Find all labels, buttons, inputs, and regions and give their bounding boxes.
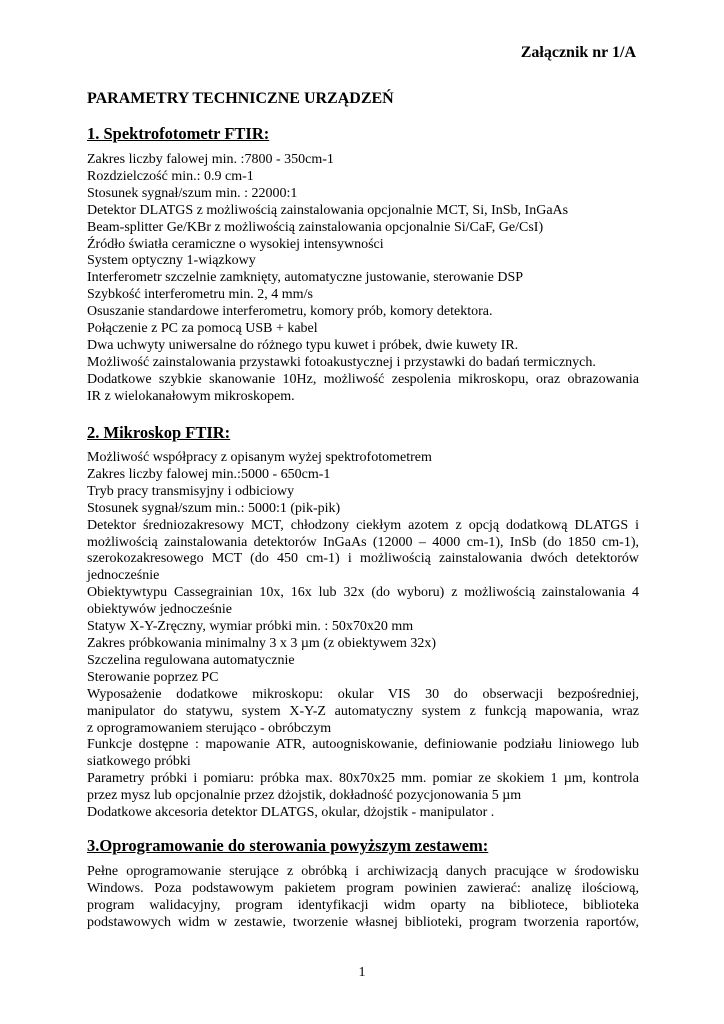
section-2-line: Wyposażenie dodatkowe mikroskopu: okular VIS 30 do obserwacji bezpośredniej, [87, 686, 639, 702]
section-2-line: Tryb pracy transmisyjny i odbiciowy [87, 483, 295, 499]
section-2-body [87, 450, 639, 822]
section-2-heading: 2. Mikroskop FTIR: [87, 423, 231, 442]
section-1-line: Źródło światła ceramiczne o wysokiej intensywności [87, 236, 384, 252]
section-2-line: możliwością zainstalowania detektorów InGaAs (12000 – 4000 cm-1), InSb (do 1850 cm-1), [87, 534, 639, 550]
section-2-line: Parametry próbki i pomiaru: próbka max. 80x70x25 mm. pomiar ze skokiem 1 µm, kontrola [87, 771, 639, 787]
section-2-line: siatkowego próbki [87, 754, 191, 770]
section-2-line: Zakres liczby falowej min.:5000 - 650cm-1 [87, 466, 331, 482]
section-1-line: Interferometr szczelnie zamknięty, automatyczne justowanie, sterowanie DSP [87, 270, 524, 286]
section-1-line: Szybkość interferometru min. 2, 4 mm/s [87, 287, 313, 303]
section-2-line: manipulator do statywu, system X-Y-Z automatyczny system z funkcją mapowania, wraz [87, 703, 639, 719]
section-1-line: Rozdzielczość min.: 0.9 cm-1 [87, 168, 254, 184]
section-3-body [87, 864, 639, 932]
section-1-line: Osuszanie standardowe interferometru, komory prób, komory detektora. [87, 304, 493, 320]
section-2-line: Funkcje dostępne : mapowanie ATR, autoogniskowanie, definiowanie podziału liniowego lub [87, 737, 639, 753]
section-1-line: System optyczny 1-wiązkowy [87, 253, 256, 269]
section-2-line: Detektor średniozakresowy MCT, chłodzony ciekłym azotem z opcją dodatkową DLATGS i [87, 517, 639, 533]
section-1-line: Możliwość zainstalowania przystawki fotoakustycznej i przystawki do badań termicznych. [87, 354, 596, 370]
section-1-line: IR z wielokanałowym mikroskopem. [87, 388, 295, 404]
section-3-line: Windows. Poza podstawowym pakietem program powinien zawierać: analizę ilościową, [87, 880, 639, 896]
section-2-line: Zakres próbkowania minimalny 3 x 3 µm (z obiektywem 32x) [87, 635, 437, 651]
section-2-line: Dodatkowe akcesoria detektor DLATGS, okular, dżojstik - manipulator . [87, 805, 495, 821]
section-2-line: Szczelina regulowana automatycznie [87, 652, 295, 668]
section-3-line: Pełne oprogramowanie sterujące z obróbką i archiwizacją danych pracujące w środowisku [87, 864, 639, 879]
section-2-line: Sterowanie poprzez PC [87, 669, 219, 685]
section-2-line: Możliwość współpracy z opisanym wyżej spektrofotometrem [87, 450, 432, 465]
section-1-heading: 1. Spektrofotometr FTIR: [87, 124, 270, 143]
page-number: 1 [358, 965, 366, 980]
section-2-line: z oprogramowaniem sterująco - obróbczym [87, 720, 332, 736]
section-1-line: Zakres liczby falowej min. :7800 - 350cm-1 [87, 152, 334, 167]
section-2-line: szerokozakresowego MCT (do 450 cm-1) i możliwością zainstalowania dwóch detektorów [87, 551, 639, 567]
section-3-line: podstawowych widm w zestawie, tworzenie własnej biblioteki, program tworzenia raportów, [87, 914, 639, 930]
section-1-line: Połączenie z PC za pomocą USB + kabel [87, 321, 318, 337]
annex-label: Załącznik nr 1/A [520, 44, 636, 61]
section-1-line: Beam-splitter Ge/KBr z możliwością zainstalowania opcjonalnie Si/CaF, Ge/CsI) [87, 219, 544, 235]
section-3-heading: 3.Oprogramowanie do sterowania powyższym zestawem: [87, 836, 489, 855]
section-2-line: Obiektywtypu Cassegrainian 10x, 16x lub 32x (do wyboru) z możliwością zainstalowania 4 [87, 585, 639, 601]
section-1-line: Dodatkowe szybkie skanowanie 10Hz, możliwość zespolenia mikroskopu, oraz obrazowania [87, 371, 639, 387]
section-1-line: Stosunek sygnał/szum min. : 22000:1 [87, 185, 298, 201]
section-1-body [87, 152, 639, 406]
document-title: PARAMETRY TECHNICZNE URZĄDZEŃ [87, 90, 394, 107]
section-3-line: program walidacyjny, program identyfikacji widm oparty na bibliotece, biblioteka [87, 897, 639, 913]
section-1-line: Dwa uchwyty uniwersalne do różnego typu kuwet i próbek, dwie kuwety IR. [87, 337, 519, 353]
section-2-line: Stosunek sygnał/szum min.: 5000:1 (pik-pik) [87, 500, 341, 516]
section-2-line: jednocześnie [87, 568, 160, 584]
section-2-line: obiektywów jednocześnie [87, 602, 233, 618]
section-2-line: przez mysz lub opcjonalnie przez dżojstik, dokładność pozycjonowania 5 µm [87, 788, 522, 804]
section-1-line: Detektor DLATGS z możliwością zainstalowania opcjonalnie MCT, Si, InSb, InGaAs [87, 202, 569, 218]
section-2-line: Statyw X-Y-Zręczny, wymiar próbki min. : 50x70x20 mm [87, 619, 414, 635]
